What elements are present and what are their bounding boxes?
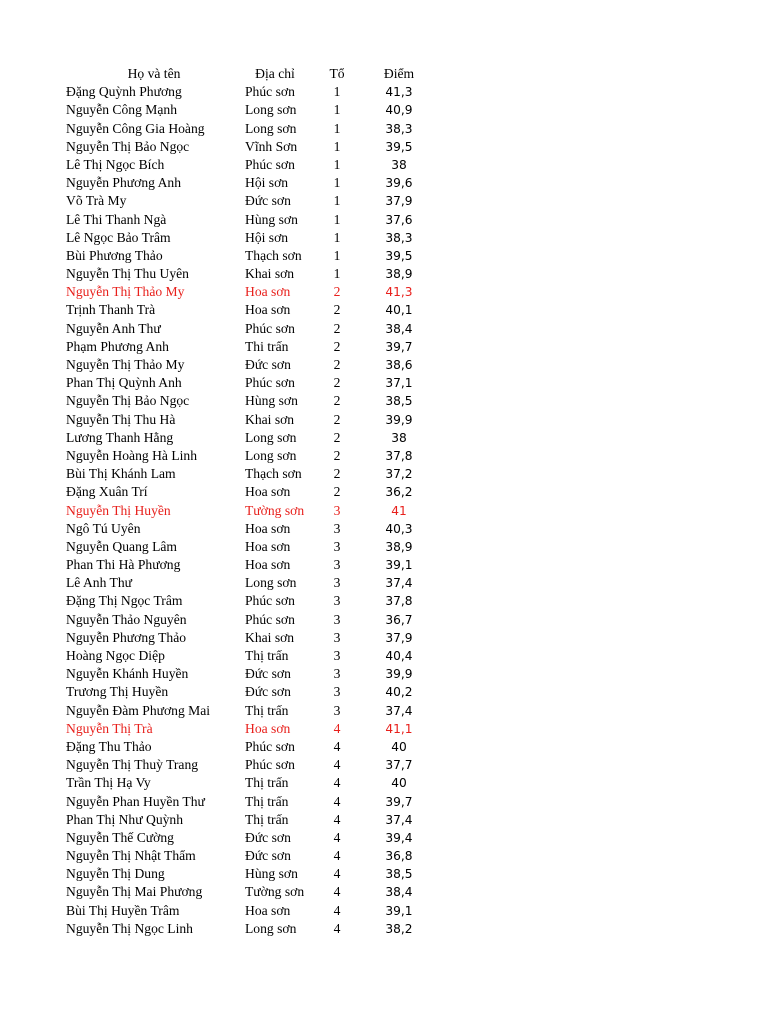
- cell-score: 37,8: [385, 594, 413, 609]
- cell-score: 36,7: [385, 612, 413, 627]
- cell-group: 4: [333, 738, 341, 754]
- cell-name: Nguyễn Công Gia Hoàng: [66, 120, 205, 136]
- cell-name: Trần Thị Hạ Vy: [66, 775, 151, 791]
- cell-score: 39,5: [385, 139, 413, 154]
- table-row: [0, 156, 768, 174]
- cell-address: Đức sơn: [245, 684, 291, 700]
- table-row: [0, 247, 768, 265]
- cell-address: Phúc sơn: [245, 611, 295, 627]
- cell-name: Trương Thị Huyền: [66, 684, 169, 700]
- cell-score: 36,2: [385, 485, 413, 500]
- cell-score: 38,9: [385, 539, 413, 554]
- table-row: [0, 738, 768, 756]
- cell-score: 38,5: [385, 867, 413, 882]
- cell-group: 4: [333, 902, 341, 918]
- cell-name: Nguyễn Phương Thảo: [66, 629, 187, 645]
- cell-address: Hoa sơn: [245, 520, 291, 536]
- cell-group: 3: [333, 702, 341, 718]
- cell-address: Khai sơn: [245, 411, 295, 427]
- cell-address: Long sơn: [245, 920, 297, 936]
- cell-name: Nguyễn Thị Nhật Thẩm: [66, 848, 196, 864]
- cell-address: Phúc sơn: [245, 156, 295, 172]
- cell-address: Phúc sơn: [245, 593, 295, 609]
- cell-group: 2: [333, 320, 341, 336]
- table-row: [0, 265, 768, 283]
- cell-group: 3: [333, 666, 341, 682]
- cell-group: 3: [333, 538, 341, 554]
- cell-group: 2: [333, 484, 341, 500]
- table-row: [0, 629, 768, 647]
- cell-name: Lê Thị Ngọc Bích: [66, 156, 165, 172]
- cell-name: Bùi Thị Huyền Trâm: [66, 902, 180, 918]
- cell-group: 1: [333, 175, 341, 191]
- cell-group: 4: [333, 884, 341, 900]
- cell-name: Phan Thi Hà Phương: [66, 557, 181, 573]
- cell-address: Thạch sơn: [245, 247, 302, 263]
- cell-group: 4: [333, 866, 341, 882]
- cell-score: 40,9: [385, 103, 413, 118]
- cell-group: 1: [333, 247, 341, 263]
- table-row: [0, 465, 768, 483]
- cell-name: Nguyễn Đàm Phương Mai: [66, 702, 211, 718]
- cell-score: 38,2: [385, 921, 413, 936]
- cell-group: 2: [333, 447, 341, 463]
- cell-address: Khai sơn: [245, 629, 295, 645]
- table-row: [0, 574, 768, 592]
- cell-address: Thị trấn: [245, 793, 289, 809]
- cell-address: Đức sơn: [245, 357, 291, 372]
- table-row: [0, 902, 768, 920]
- cell-address: Hoa sơn: [245, 557, 291, 573]
- table-row: [0, 847, 768, 865]
- table-row: [0, 865, 768, 883]
- table-row: [0, 665, 768, 683]
- cell-name: Nguyễn Thị Thu Hà: [66, 411, 176, 427]
- cell-score: 37,6: [385, 212, 413, 227]
- cell-group: 4: [333, 811, 341, 827]
- cell-address: Thị trấn: [245, 811, 289, 827]
- cell-name: Ngô Tú Uyên: [66, 520, 141, 536]
- cell-score: 38,6: [385, 358, 413, 372]
- table-row: [0, 411, 768, 429]
- cell-address: Đức sơn: [245, 829, 291, 845]
- cell-name: Lương Thanh Hằng: [66, 429, 174, 445]
- table-row: [0, 520, 768, 538]
- table-row: [0, 483, 768, 501]
- cell-address: Thị trấn: [245, 648, 289, 663]
- cell-address: Long sơn: [245, 447, 297, 463]
- cell-address: Thạch sơn: [245, 466, 302, 482]
- cell-score: 40,4: [385, 649, 413, 663]
- cell-address: Long sơn: [245, 429, 297, 445]
- cell-name: Nguyễn Anh Thư: [66, 320, 161, 336]
- cell-address: Hoa sơn: [245, 720, 291, 736]
- cell-name: Đặng Xuân Trí: [66, 484, 148, 500]
- cell-group: 2: [333, 393, 341, 409]
- cell-address: Tường sơn: [245, 884, 305, 900]
- cell-score: 39,5: [385, 248, 413, 263]
- cell-address: Hoa sơn: [245, 302, 291, 318]
- cell-name: Phan Thị Quỳnh Anh: [66, 375, 182, 391]
- cell-name: Nguyễn Thị Thu Uyên: [66, 266, 189, 282]
- score-table: [0, 65, 768, 938]
- cell-name: Phan Thị Như Quỳnh: [66, 811, 184, 827]
- cell-group: 2: [333, 302, 341, 318]
- header-group: Tổ: [329, 66, 345, 81]
- cell-score: 37,7: [385, 758, 413, 773]
- cell-name: Nguyễn Thị Thảo My: [66, 284, 185, 300]
- cell-score: 39,6: [385, 176, 413, 191]
- cell-score: 37,4: [385, 812, 413, 827]
- table-row: [0, 211, 768, 229]
- cell-address: Phúc sơn: [245, 84, 295, 100]
- table-row: [0, 283, 768, 301]
- table-row: [0, 611, 768, 629]
- cell-address: Long sơn: [245, 102, 297, 118]
- cell-name: Nguyễn Thị Bảo Ngọc: [66, 138, 190, 154]
- table-row: [0, 756, 768, 774]
- cell-name: Đặng Quỳnh Phương: [66, 84, 182, 100]
- cell-group: 4: [333, 920, 341, 936]
- cell-group: 1: [333, 193, 341, 209]
- cell-group: 1: [333, 138, 341, 154]
- cell-score: 38,4: [385, 321, 413, 336]
- table-row: [0, 429, 768, 447]
- cell-score: 37,9: [385, 194, 413, 209]
- cell-score: 39,9: [385, 667, 413, 682]
- cell-group: 2: [333, 284, 341, 300]
- cell-name: Nguyễn Thị Bảo Ngọc: [66, 393, 190, 409]
- cell-score: 37,2: [385, 467, 413, 482]
- cell-group: 3: [333, 575, 341, 591]
- cell-address: Phúc sơn: [245, 375, 295, 391]
- cell-score: 38,3: [385, 121, 413, 136]
- table-row: [0, 502, 768, 520]
- cell-score: 41,3: [385, 85, 413, 100]
- cell-score: 37,1: [385, 376, 413, 391]
- table-row: [0, 320, 768, 338]
- cell-address: Hoa sơn: [245, 484, 291, 500]
- cell-name: Nguyễn Quang Lâm: [66, 538, 177, 554]
- cell-address: Hùng sơn: [245, 393, 298, 409]
- table-row: [0, 101, 768, 119]
- cell-group: 3: [333, 520, 341, 536]
- cell-address: Khai sơn: [245, 266, 295, 282]
- cell-name: Nguyễn Thị Ngọc Linh: [66, 920, 193, 936]
- table-row: [0, 702, 768, 720]
- cell-name: Phạm Phương Anh: [66, 338, 169, 354]
- cell-score: 41,3: [385, 285, 413, 300]
- table-row: [0, 229, 768, 247]
- table-header: [0, 65, 768, 83]
- table-row: [0, 192, 768, 210]
- cell-name: Hoàng Ngọc Diệp: [66, 648, 165, 663]
- cell-score: 40,3: [385, 521, 413, 536]
- cell-group: 1: [333, 102, 341, 118]
- table-row: [0, 811, 768, 829]
- table-row: [0, 83, 768, 101]
- cell-group: 4: [333, 829, 341, 845]
- cell-name: Đặng Thu Thảo: [66, 738, 152, 754]
- table-row: [0, 883, 768, 901]
- table-row: [0, 829, 768, 847]
- cell-address: Hùng sơn: [245, 866, 298, 882]
- cell-score: 39,7: [385, 339, 413, 354]
- cell-score: 38: [391, 430, 407, 445]
- table-row: [0, 356, 768, 374]
- cell-score: 38: [391, 157, 407, 172]
- cell-group: 1: [333, 84, 341, 100]
- cell-score: 37,8: [385, 448, 413, 463]
- cell-group: 1: [333, 211, 341, 227]
- table-row: [0, 774, 768, 792]
- cell-score: 38,3: [385, 230, 413, 245]
- cell-group: 2: [333, 429, 341, 445]
- cell-address: Hoa sơn: [245, 902, 291, 918]
- cell-score: 38,5: [385, 394, 413, 409]
- cell-name: Võ Trà My: [66, 193, 127, 209]
- table-body: [0, 83, 768, 938]
- cell-address: Hùng sơn: [245, 211, 298, 227]
- cell-address: Phúc sơn: [245, 320, 295, 336]
- cell-group: 4: [333, 757, 341, 773]
- table-row: [0, 447, 768, 465]
- table-row: [0, 538, 768, 556]
- cell-address: Hội sơn: [245, 229, 289, 245]
- cell-address: Hoa sơn: [245, 284, 291, 300]
- cell-address: Long sơn: [245, 575, 297, 591]
- table-row: [0, 338, 768, 356]
- cell-name: Lê Thi Thanh Ngà: [66, 211, 167, 227]
- cell-score: 39,7: [385, 794, 413, 809]
- table-row: [0, 793, 768, 811]
- table-row: [0, 174, 768, 192]
- header-address: Địa chỉ: [255, 66, 295, 81]
- cell-address: Phúc sơn: [245, 738, 295, 754]
- cell-name: Nguyễn Thảo Nguyên: [66, 611, 187, 627]
- cell-group: 3: [333, 593, 341, 609]
- cell-name: Nguyễn Hoàng Hà Linh: [66, 447, 197, 463]
- cell-group: 3: [333, 684, 341, 700]
- header-name: Họ và tên: [127, 66, 181, 81]
- cell-group: 2: [333, 338, 341, 354]
- table-row: [0, 138, 768, 156]
- cell-group: 1: [333, 266, 341, 282]
- cell-name: Nguyễn Thị Thuỳ Trang: [66, 757, 199, 773]
- cell-score: 37,4: [385, 703, 413, 718]
- table-row: [0, 556, 768, 574]
- cell-address: Thị trấn: [245, 702, 289, 718]
- cell-address: Thị trấn: [245, 775, 289, 791]
- cell-score: 40: [391, 776, 407, 791]
- cell-group: 4: [333, 793, 341, 809]
- cell-score: 36,8: [385, 849, 413, 864]
- cell-name: Nguyễn Phương Anh: [66, 175, 182, 191]
- cell-group: 2: [333, 357, 341, 372]
- cell-address: Phúc sơn: [245, 757, 295, 773]
- cell-address: Vĩnh Sơn: [245, 138, 298, 154]
- table-row: [0, 120, 768, 138]
- cell-address: Tường sơn: [245, 502, 305, 518]
- cell-name: Lê Ngọc Bảo Trâm: [66, 229, 171, 245]
- table-row: [0, 647, 768, 665]
- cell-group: 4: [333, 775, 341, 791]
- cell-address: Long sơn: [245, 120, 297, 136]
- cell-score: 39,1: [385, 903, 413, 918]
- cell-name: Nguyễn Thị Thảo My: [66, 357, 185, 372]
- table-row: [0, 720, 768, 738]
- cell-group: 4: [333, 720, 341, 736]
- cell-score: 37,9: [385, 630, 413, 645]
- cell-name: Nguyễn Thị Trà: [66, 720, 153, 736]
- cell-group: 1: [333, 156, 341, 172]
- table-row: [0, 374, 768, 392]
- cell-name: Nguyễn Khánh Huyền: [66, 666, 189, 682]
- table-row: [0, 920, 768, 938]
- cell-address: Đức sơn: [245, 848, 291, 864]
- cell-score: 41: [391, 503, 407, 518]
- cell-score: 39,4: [385, 830, 413, 845]
- cell-group: 2: [333, 375, 341, 391]
- cell-group: 1: [333, 229, 341, 245]
- cell-group: 3: [333, 611, 341, 627]
- header-score: Điểm: [383, 66, 415, 81]
- cell-score: 40,2: [385, 685, 413, 700]
- cell-name: Bùi Phương Thảo: [66, 247, 163, 263]
- table-row: [0, 301, 768, 319]
- cell-name: Nguyễn Thị Huyền: [66, 502, 171, 518]
- table-row: [0, 683, 768, 701]
- cell-name: Nguyễn Công Mạnh: [66, 102, 178, 118]
- cell-name: Nguyễn Phan Huyền Thư: [66, 793, 205, 809]
- cell-name: Nguyễn Thị Mai Phương: [66, 884, 203, 900]
- cell-score: 39,1: [385, 558, 413, 573]
- cell-address: Đức sơn: [245, 666, 291, 682]
- cell-score: 39,9: [385, 412, 413, 427]
- cell-address: Hội sơn: [245, 175, 289, 191]
- cell-address: Đức sơn: [245, 193, 291, 209]
- cell-group: 3: [333, 557, 341, 573]
- table-row: [0, 592, 768, 610]
- cell-score: 38,9: [385, 267, 413, 282]
- cell-group: 3: [333, 502, 341, 518]
- cell-name: Nguyễn Thị Dung: [66, 866, 165, 882]
- cell-group: 2: [333, 466, 341, 482]
- cell-address: Hoa sơn: [245, 538, 291, 554]
- cell-address: Thi trấn: [245, 338, 289, 354]
- cell-score: 37,4: [385, 576, 413, 591]
- cell-name: Lê Anh Thư: [66, 575, 133, 591]
- table-row: [0, 392, 768, 410]
- cell-group: 3: [333, 648, 341, 663]
- cell-name: Nguyễn Thế Cường: [66, 829, 174, 845]
- cell-group: 4: [333, 848, 341, 864]
- cell-group: 1: [333, 120, 341, 136]
- cell-name: Đặng Thị Ngọc Trâm: [66, 593, 183, 609]
- cell-name: Bùi Thị Khánh Lam: [66, 466, 176, 482]
- cell-group: 3: [333, 629, 341, 645]
- cell-score: 40,1: [385, 303, 413, 318]
- cell-group: 2: [333, 411, 341, 427]
- cell-score: 41,1: [385, 721, 413, 736]
- cell-name: Trịnh Thanh Trà: [66, 302, 156, 318]
- cell-score: 38,4: [385, 885, 413, 900]
- cell-score: 40: [391, 739, 407, 754]
